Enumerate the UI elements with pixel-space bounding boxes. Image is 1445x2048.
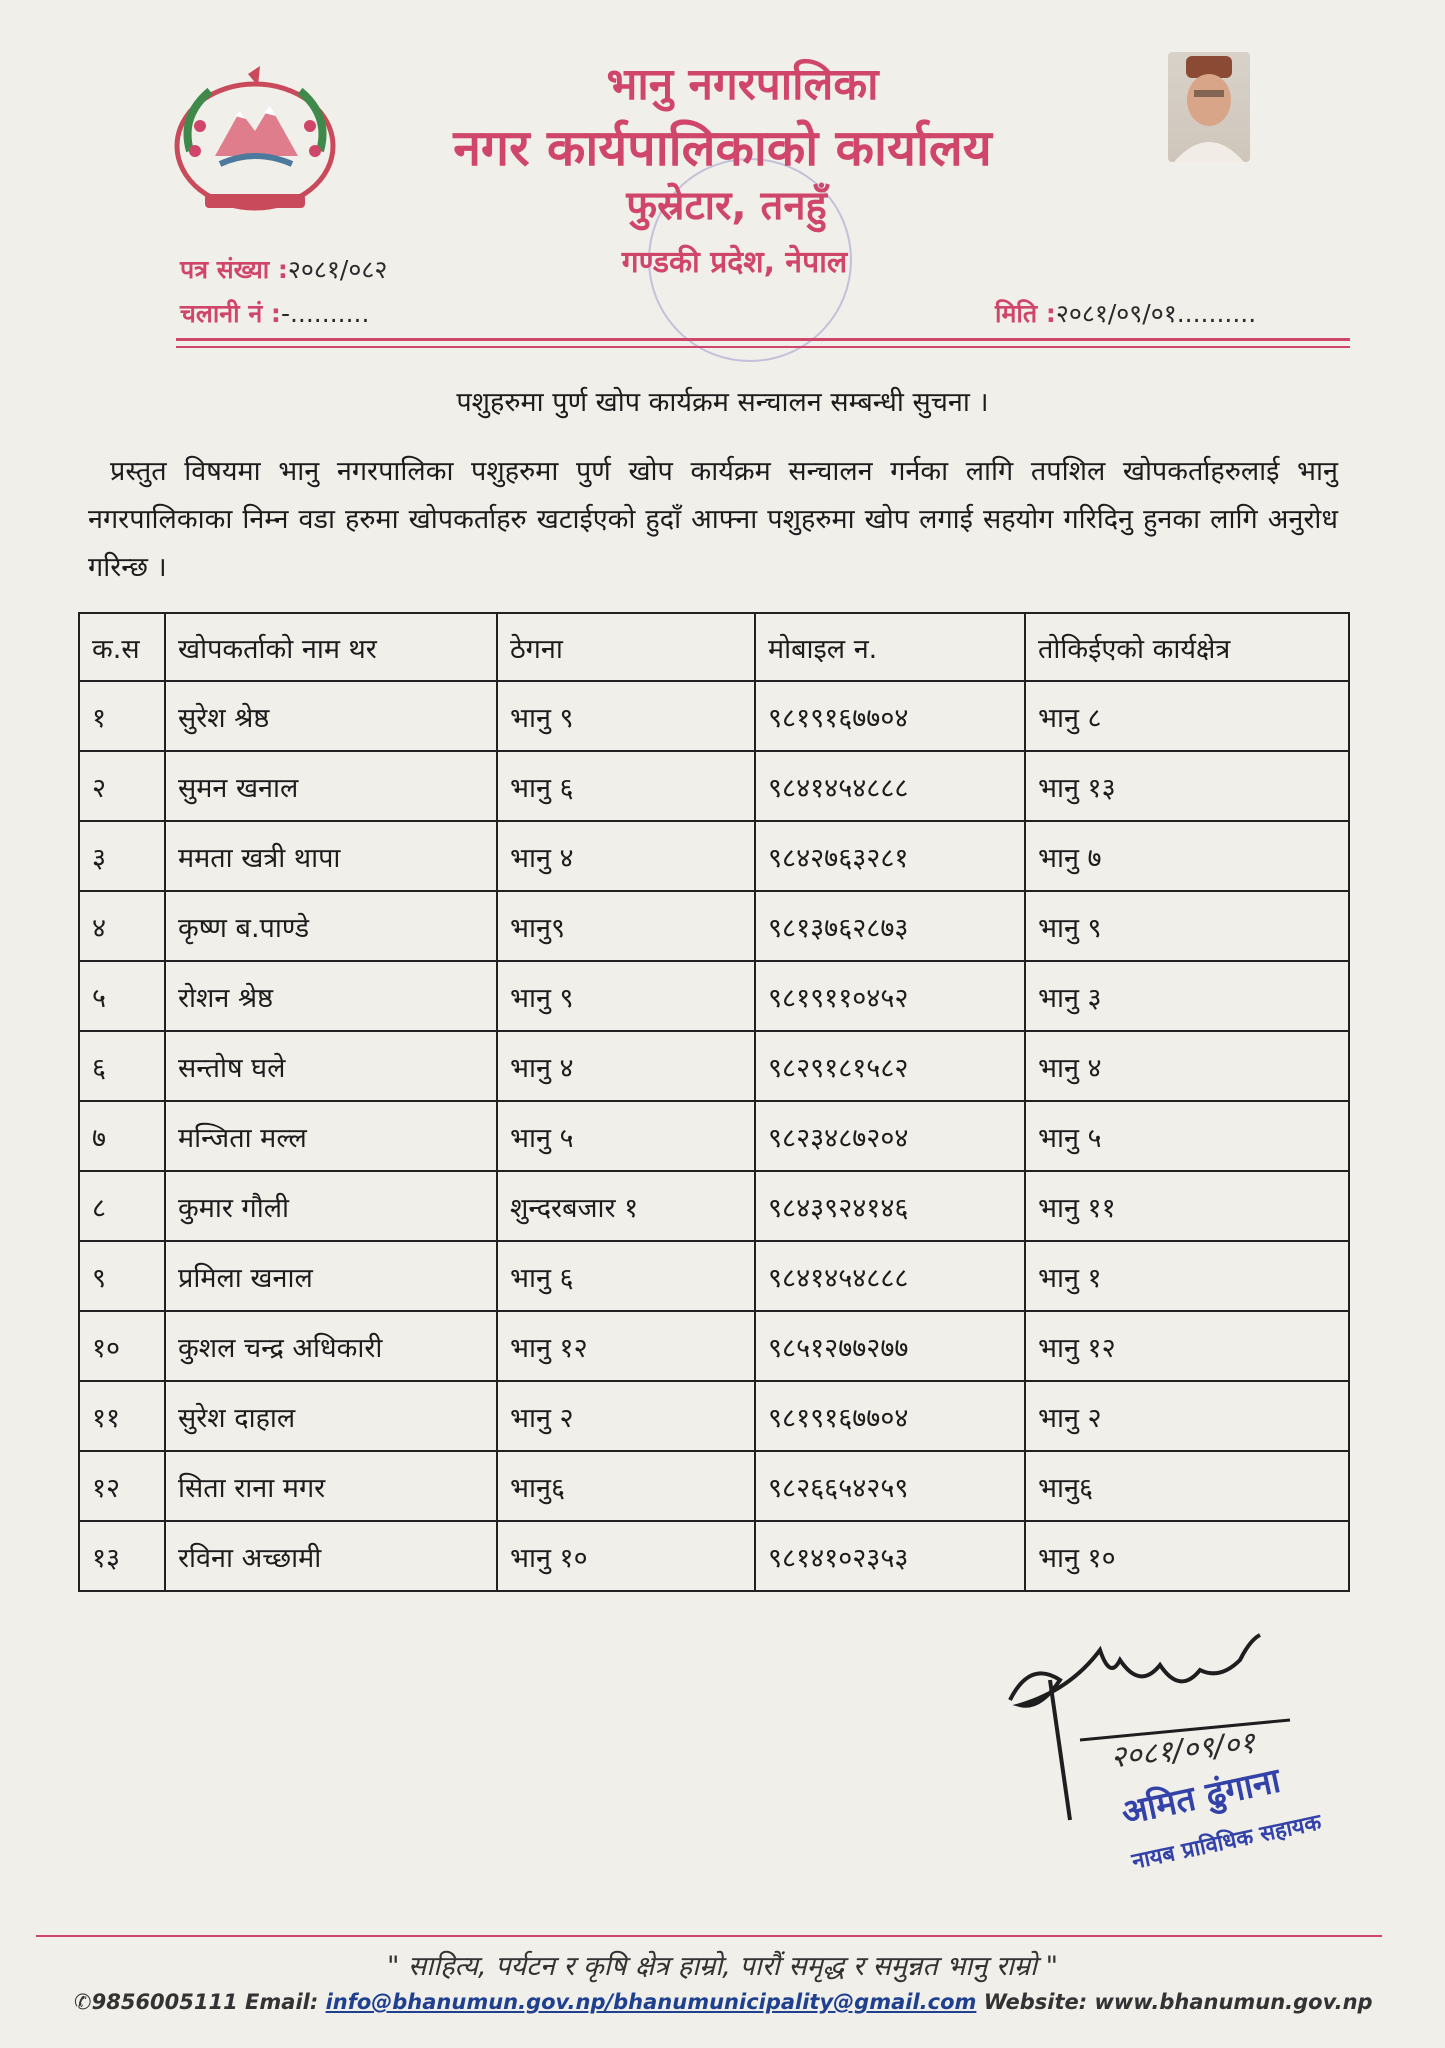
table-row xyxy=(79,751,1349,821)
table-header-row xyxy=(79,613,1349,681)
cell-address: भानु ६ xyxy=(497,1241,755,1311)
cell-address: भानु९ xyxy=(497,891,755,961)
col-assigned-area: तोकिईएको कार्यक्षेत्र xyxy=(1025,613,1349,681)
email-label: Email: xyxy=(245,1990,319,2014)
cell-serial: १२ xyxy=(79,1451,165,1521)
cell-assigned-area: भानु ८ xyxy=(1025,681,1349,751)
footer-motto: " साहित्य, पर्यटन र कृषि क्षेत्र हाम्रो, पारौं समृद्ध र समुन्नत भानु राम्रो " xyxy=(386,1951,1059,1982)
cell-assigned-area: भानु १ xyxy=(1025,1241,1349,1311)
cell-mobile: ९८२६६५४२५९ xyxy=(755,1451,1025,1521)
cell-name: रविना अच्छामी xyxy=(165,1521,497,1591)
cell-address: भानु ९ xyxy=(497,961,755,1031)
cell-assigned-area: भानु १२ xyxy=(1025,1311,1349,1381)
table-row xyxy=(79,1031,1349,1101)
ref-value: २०८१/०८२ xyxy=(287,255,388,284)
cell-name: रोशन श्रेष्ठ xyxy=(165,961,497,1031)
table-row xyxy=(79,821,1349,891)
notice-paragraph: प्रस्तुत विषयमा भानु नगरपालिका पशुहरुमा पुर्ण खोप कार्यक्रम सन्चालन गर्नका लागि तपशिल खोपकर्ताहरुलाई भानु नगरपालिकाका निम्न वडा हरुमा खोपकर्ताहरु खटाईएको हुदाँ आफ्ना पशुहरुमा खोप लगाई सहयोग गरिदिनु हुनका लागि अनुरोध गरिन्छ । xyxy=(88,456,1338,583)
footer-website-link[interactable]: www.bhanumun.gov.np xyxy=(1094,1990,1373,2014)
cell-mobile: ९८४१४५४८८८ xyxy=(755,1241,1025,1311)
cell-mobile: ९८१९११०४५२ xyxy=(755,961,1025,1031)
col-address: ठेगना xyxy=(497,613,755,681)
cell-name: सन्तोष घले xyxy=(165,1031,497,1101)
cell-address: भानु ४ xyxy=(497,821,755,891)
footer-divider xyxy=(36,1935,1382,1937)
cell-mobile: ९८४३९२४१४६ xyxy=(755,1171,1025,1241)
cell-serial: ५ xyxy=(79,961,165,1031)
cell-mobile: ९८१४१०२३५३ xyxy=(755,1521,1025,1591)
header-divider-secondary xyxy=(176,346,1350,348)
table-row xyxy=(79,1311,1349,1381)
letter-reference xyxy=(180,252,387,286)
cell-mobile: ९८४१४५४८८८ xyxy=(755,751,1025,821)
col-serial: क.स xyxy=(79,613,165,681)
footer-phone: 9856005111 xyxy=(91,1990,238,2014)
table-row xyxy=(79,1381,1349,1451)
signature-date: २०८१/०९/०१ xyxy=(1108,1725,1257,1776)
table-row xyxy=(79,891,1349,961)
dispatch-label: चलानी नं : xyxy=(180,299,281,328)
cell-name: कुमार गौली xyxy=(165,1171,497,1241)
cell-assigned-area: भानु २ xyxy=(1025,1381,1349,1451)
cell-serial: ७ xyxy=(79,1101,165,1171)
cell-serial: १३ xyxy=(79,1521,165,1591)
dispatch-value: -.......... xyxy=(280,299,370,328)
table-row xyxy=(79,1521,1349,1591)
cell-assigned-area: भानु ११ xyxy=(1025,1171,1349,1241)
table-row xyxy=(79,961,1349,1031)
cell-name: सिता राना मगर xyxy=(165,1451,497,1521)
municipality-name: भानु नगरपालिका xyxy=(606,59,879,110)
cell-name: सुरेश दाहाल xyxy=(165,1381,497,1451)
signatory-title: नायब प्राविधिक सहायक xyxy=(1129,1810,1324,1875)
cell-name: मन्जिता मल्ल xyxy=(165,1101,497,1171)
cell-assigned-area: भानु १३ xyxy=(1025,751,1349,821)
signatory-name: अमित ढुंगाना xyxy=(1118,1760,1284,1834)
letter-date xyxy=(995,296,1256,330)
cell-serial: २ xyxy=(79,751,165,821)
cell-mobile: ९८५१२७७२७७ xyxy=(755,1311,1025,1381)
cell-mobile: ९८२९१८१५८२ xyxy=(755,1031,1025,1101)
cell-assigned-area: भानु ४ xyxy=(1025,1031,1349,1101)
cell-mobile: ९८१९१६७७०४ xyxy=(755,1381,1025,1451)
cell-address: शुन्दरबजार १ xyxy=(497,1171,755,1241)
cell-serial: १ xyxy=(79,681,165,751)
cell-address: भानु ९ xyxy=(497,681,755,751)
cell-assigned-area: भानु ५ xyxy=(1025,1101,1349,1171)
cell-address: भानु ४ xyxy=(497,1031,755,1101)
cell-name: कुशल चन्द्र अधिकारी xyxy=(165,1311,497,1381)
cell-name: प्रमिला खनाल xyxy=(165,1241,497,1311)
cell-address: भानु६ xyxy=(497,1451,755,1521)
cell-address: भानु १० xyxy=(497,1521,755,1591)
cell-serial: ४ xyxy=(79,891,165,961)
cell-assigned-area: भानु६ xyxy=(1025,1451,1349,1521)
cell-assigned-area: भानु १० xyxy=(1025,1521,1349,1591)
cell-assigned-area: भानु ३ xyxy=(1025,961,1349,1031)
table-row xyxy=(79,1101,1349,1171)
table-row xyxy=(79,681,1349,751)
col-name: खोपकर्ताको नाम थर xyxy=(165,613,497,681)
cell-name: कृष्ण ब.पाण्डे xyxy=(165,891,497,961)
date-label: मिति : xyxy=(995,299,1056,328)
province-country: गण्डकी प्रदेश, नेपाल xyxy=(621,245,848,280)
table-row xyxy=(79,1241,1349,1311)
cell-name: सुमन खनाल xyxy=(165,751,497,821)
ref-label: पत्र संख्या : xyxy=(180,255,288,284)
cell-name: ममता खत्री थापा xyxy=(165,821,497,891)
footer-email-link[interactable]: info@bhanumun.gov.np/bhanumunicipality@gmail.com xyxy=(325,1990,977,2014)
footer-contact xyxy=(74,1990,1373,2014)
vaccinator-table xyxy=(78,612,1350,1592)
phone-icon: ✆ xyxy=(74,1990,92,2014)
cell-serial: ३ xyxy=(79,821,165,891)
cell-address: भानु ६ xyxy=(497,751,755,821)
table-row xyxy=(79,1451,1349,1521)
cell-name: सुरेश श्रेष्ठ xyxy=(165,681,497,751)
cell-mobile: ९८४२७६३२८१ xyxy=(755,821,1025,891)
cell-serial: ९ xyxy=(79,1241,165,1311)
notice-subject: पशुहरुमा पुर्ण खोप कार्यक्रम सन्चालन सम्बन्धी सुचना । xyxy=(456,387,989,418)
cell-serial: १० xyxy=(79,1311,165,1381)
dispatch-number xyxy=(180,296,369,330)
cell-assigned-area: भानु ७ xyxy=(1025,821,1349,891)
cell-serial: ६ xyxy=(79,1031,165,1101)
cell-serial: ११ xyxy=(79,1381,165,1451)
cell-address: भानु १२ xyxy=(497,1311,755,1381)
table-row xyxy=(79,1171,1349,1241)
cell-serial: ८ xyxy=(79,1171,165,1241)
cell-assigned-area: भानु ९ xyxy=(1025,891,1349,961)
cell-mobile: ९८२३४८७२०४ xyxy=(755,1101,1025,1171)
cell-address: भानु ५ xyxy=(497,1101,755,1171)
office-name: नगर कार्यपालिकाको कार्यालय xyxy=(453,119,992,177)
col-mobile: मोबाइल न. xyxy=(755,613,1025,681)
cell-address: भानु २ xyxy=(497,1381,755,1451)
office-location: फुस्रेटार, तनहुँ xyxy=(626,183,827,229)
date-value: २०८१/०९/०१.......... xyxy=(1055,299,1257,328)
cell-mobile: ९८१९१६७७०४ xyxy=(755,681,1025,751)
header-divider xyxy=(176,338,1350,341)
website-label: Website: xyxy=(983,1990,1088,2014)
cell-mobile: ९८१३७६२८७३ xyxy=(755,891,1025,961)
